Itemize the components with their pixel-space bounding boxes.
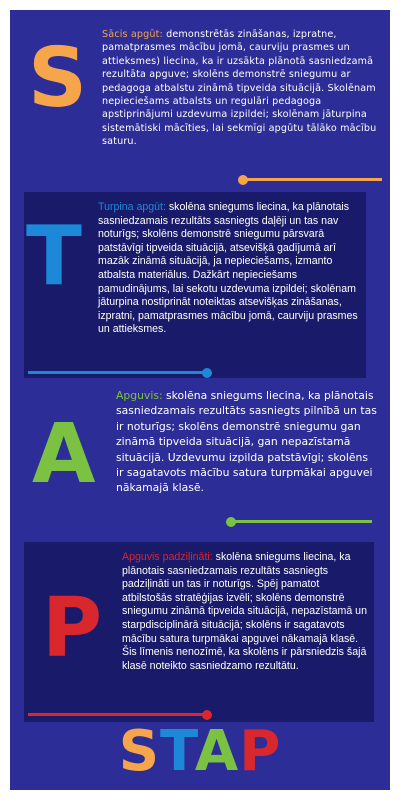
section-p-lead: Apguvis padziļināti: [122,551,213,563]
section-t-body: skolēna sniegums liecina, ka plānotais sasniedzamais rezultāts sasniegts daļēji un tas nav noturīgs; skolēns demonstrē sniegumu pārsvarā patstāvīgi tipveida situācijā, atsevišķā gadījumā arī mazāk zināmā situācijā, ja nepieciešams, izmanto atbalsta materiālus. Dažkārt nepieciešams pamudinājums, lai sekotu uzdevuma izpildei; skolēnam jāturpina nostiprināt noteiktas atsevišķas zināšanas, izpratni, pamatprasmes mācību jomā, caurviju prasmes un attieksmes. [98,201,358,336]
section-s-divider-dot [238,175,248,185]
section-p-body: skolēna sniegums liecina, ka plānotais sasniedzamais rezultāts sasniegts padziļināti un tas ir noturīgs. Spēj pamatot atbilstošās stratēģijas izvēli; skolēns demonstrē sniegumu zināmā tipveida situācijā, nepazīstamā un starpdisciplinārā situācijā; skolēns ir sagatavots mācību satura turpmākai apguvei nākamajā klasē. Šis līmenis nenozīmē, ka skolēns ir pārsniedzis šajā klasē noteikto sasniedzamo rezultātu. [122,551,367,672]
section-a-divider [232,520,372,523]
stap-poster [10,10,390,790]
section-t-text [98,201,360,337]
section-s-body: demonstrētās zināšanas, izpratne, pamatprasmes mācību jomā, caurviju prasmes un attieksmes) liecina, ka ir uzsākta plānotā sasniedzamā rezultāta apguve; skolēns demonstrē sniegumu ar pedagoga atbalstu zināmā tipveida situācijā. Skolēnam nepieciešams atbalsts un regulāri pedagoga apstiprinājumi uzdevuma izpildei; skolēnam jāturpina sistemātiski mācīties, lai sekmīgi apgūtu tālāko mācību saturu. [102,29,377,148]
footer-letter-t: T [160,719,195,784]
letter-a: A [32,407,96,502]
letter-t: T [26,209,82,304]
footer-letter-p: P [239,719,282,784]
footer-letter-a: A [194,719,240,784]
section-a-body: skolēna sniegums liecina, ka plānotais sasniedzamais rezultāts sasniegts pilnībā un tas ir noturīgs; skolēns demonstrē sniegumu gan zināmā tipveida situācijā, gan nepazīstamā situācijā. Uzdevumu izpilda patstāvīgi; skolēns ir sagatavots mācību satura turpmākai apguvei nākamajā klasē. [116,389,377,495]
stap-footer-title [10,719,390,784]
letter-s: S [28,31,88,126]
section-s-divider [242,178,382,181]
section-p-text [122,551,370,673]
section-a-lead: Apguvis: [116,389,163,402]
section-t-divider [28,371,208,374]
footer-letter-s: S [118,719,161,784]
section-t-divider-dot [202,368,212,378]
section-a-text [116,388,378,496]
section-s-text [102,28,378,149]
section-p-divider [28,713,208,716]
section-s-lead: Sācis apgūt: [102,29,163,40]
section-p-divider-dot [202,710,212,720]
section-a-divider-dot [226,517,236,527]
letter-p: P [42,581,103,676]
section-t-lead: Turpina apgūt: [98,201,166,213]
